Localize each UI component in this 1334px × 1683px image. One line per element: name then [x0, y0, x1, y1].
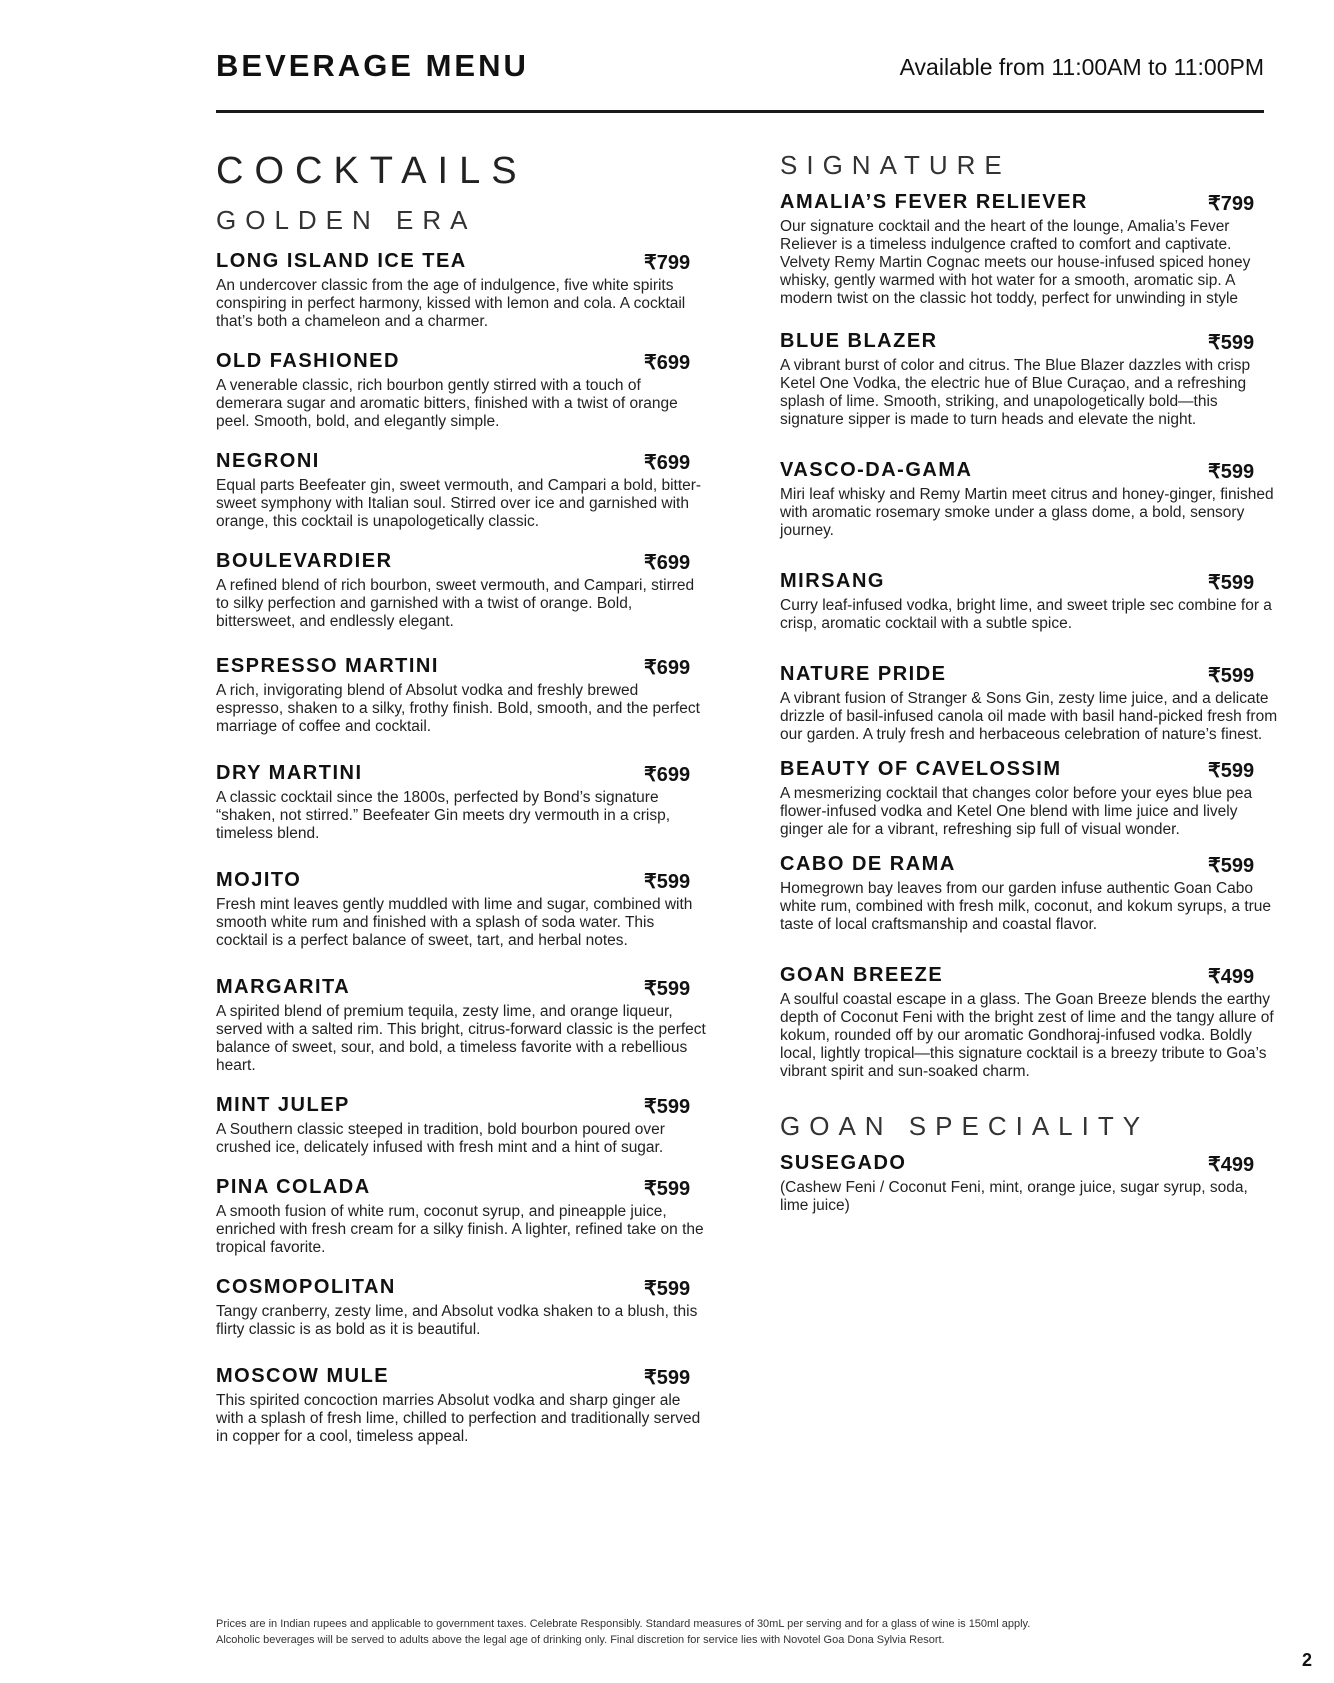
menu-item [216, 1365, 706, 1446]
menu-item-price: ₹599 [1208, 855, 1255, 877]
menu-item [216, 250, 706, 331]
menu-item [216, 450, 706, 531]
menu-item-name: BEAUTY OF CAVELOSSIM [780, 758, 1062, 780]
menu-item-header [216, 250, 706, 274]
menu-item-header [216, 1094, 706, 1118]
menu-item-description: A classic cocktail since the 1800s, perfected by Bond’s signature “shaken, not stirred.” Beefeater Gin meets dry vermouth in a crisp, timeless blend. [216, 789, 670, 842]
menu-item-price: ₹599 [644, 1096, 691, 1118]
menu-item-header [216, 655, 706, 679]
menu-item-price: ₹599 [1208, 760, 1255, 782]
menu-item-header [216, 1365, 706, 1389]
menu-item-price: ₹499 [1208, 1154, 1255, 1176]
menu-item-name: MIRSANG [780, 570, 885, 592]
menu-item-description: (Cashew Feni / Coconut Feni, mint, orange juice, sugar syrup, soda, lime juice) [780, 1179, 1248, 1214]
right-column [780, 150, 1280, 1215]
menu-item [216, 976, 706, 1075]
menu-item-description: A Southern classic steeped in tradition, bold bourbon poured over crushed ice, delicately infused with fresh mint and a hint of sugar. [216, 1121, 665, 1156]
menu-item-name: MOJITO [216, 869, 302, 891]
menu-item-header [780, 330, 1280, 354]
menu-item-price: ₹699 [644, 352, 691, 374]
menu-item [780, 330, 1280, 429]
header-rule [216, 110, 1264, 113]
menu-item-name: BLUE BLAZER [780, 330, 938, 352]
menu-item-price: ₹599 [644, 871, 691, 893]
menu-item-name: AMALIA’S FEVER RELIEVER [780, 191, 1088, 213]
menu-item-description: A venerable classic, rich bourbon gently stirred with a touch of demerara sugar and aromatic bitters, finished with a twist of orange peel. Smooth, bold, and elegantly simple. [216, 377, 678, 430]
menu-item-header [216, 762, 706, 786]
menu-item-header [780, 964, 1280, 988]
page-title: BEVERAGE MENU [216, 48, 529, 83]
page-number: 2 [1302, 1650, 1313, 1670]
menu-item-name: LONG ISLAND ICE TEA [216, 250, 467, 272]
menu-item-header [216, 350, 706, 374]
menu-item-description: Our signature cocktail and the heart of the lounge, Amalia’s Fever Reliever is a timeless indulgence crafted to comfort and captivate. Velvety Remy Martin Cognac meets our house-infused spiced honey whisky, gently warmed with hot water for a smooth, aromatic sip. A modern twist on the classic hot toddy, perfect for unwinding in style [780, 218, 1251, 307]
section-title-goan-speciality: GOAN SPECIALITY [780, 1111, 1150, 1141]
menu-item-price: ₹499 [1208, 966, 1255, 988]
menu-item [780, 570, 1280, 633]
menu-item-header [780, 758, 1280, 782]
menu-item-header [780, 570, 1280, 594]
menu-item-header [780, 191, 1280, 215]
service-hours: Available from 11:00AM to 11:00PM [899, 54, 1264, 80]
menu-item [216, 550, 706, 631]
menu-item-description: A soulful coastal escape in a glass. The Goan Breeze blends the earthy depth of Coconut Feni with the bright zest of lime and the tangy allure of kokum, rounded off by our aromatic Gondhoraj-infused vodka. Boldly local, lightly tropical—this signature cocktail is a breezy tribute to Goa’s vibrant spirit and sun-soaked charm. [780, 991, 1274, 1080]
menu-item [780, 1152, 1280, 1215]
menu-item-header [780, 1152, 1280, 1176]
menu-item-header [780, 663, 1280, 687]
menu-item-price: ₹699 [644, 452, 691, 474]
menu-item-name: MINT JULEP [216, 1094, 350, 1116]
menu-item-header [780, 459, 1280, 483]
menu-item [780, 459, 1280, 540]
goan-speciality-list [780, 1152, 1280, 1215]
menu-item [780, 758, 1280, 839]
footnote-line-2: Alcoholic beverages will be served to adults above the legal age of drinking only. Final discretion for service lies with Novotel Goa Dona Sylvia Resort. [216, 1634, 945, 1646]
menu-item-description: This spirited concoction marries Absolut vodka and sharp ginger ale with a splash of fresh lime, chilled to perfection and traditionally served in copper for a cool, timeless appeal. [216, 1392, 701, 1445]
menu-item-price: ₹599 [1208, 332, 1255, 354]
menu-item-name: VASCO-DA-GAMA [780, 459, 973, 481]
menu-item [216, 1276, 706, 1339]
menu-item [216, 350, 706, 431]
menu-item [780, 853, 1280, 934]
menu-item [216, 655, 706, 736]
menu-item-price: ₹699 [644, 764, 691, 786]
menu-item [216, 869, 706, 950]
menu-item [216, 762, 706, 843]
menu-item-name: COSMOPOLITAN [216, 1276, 396, 1298]
menu-item-name: OLD FASHIONED [216, 350, 400, 372]
menu-item-name: PINA COLADA [216, 1176, 371, 1198]
menu-item-description: A mesmerizing cocktail that changes color before your eyes blue pea flower-infused vodka and Ketel One blend with lime juice and lively ginger ale for a vibrant, refreshing sip full of visual wonder. [780, 785, 1253, 838]
menu-item-description: Fresh mint leaves gently muddled with lime and sugar, combined with smooth white rum and finished with a splash of soda water. This cocktail is a perfect balance of sweet, tart, and herbal notes. [216, 896, 693, 949]
menu-item-price: ₹799 [644, 252, 691, 274]
menu-item-price: ₹599 [1208, 572, 1255, 594]
menu-item-header [216, 869, 706, 893]
section-title-signature: SIGNATURE [780, 150, 1011, 180]
menu-item-price: ₹599 [644, 1178, 691, 1200]
menu-item-price: ₹799 [1208, 193, 1255, 215]
menu-item-name: SUSEGADO [780, 1152, 907, 1174]
menu-item-price: ₹699 [644, 657, 691, 679]
menu-item-description: Curry leaf-infused vodka, bright lime, and sweet triple sec combine for a crisp, aromatic cocktail with a subtle spice. [780, 597, 1272, 632]
menu-item-price: ₹599 [1208, 461, 1255, 483]
menu-item [780, 191, 1280, 308]
menu-item-header [216, 1276, 706, 1300]
signature-list [780, 191, 1280, 1081]
menu-item-header [780, 853, 1280, 877]
menu-item-name: BOULEVARDIER [216, 550, 393, 572]
menu-item-name: MOSCOW MULE [216, 1365, 390, 1387]
menu-item-price: ₹599 [644, 1278, 691, 1300]
menu-item-name: CABO DE RAMA [780, 853, 956, 875]
menu-item-description: A refined blend of rich bourbon, sweet vermouth, and Campari, stirred to silky perfection and garnished with a twist of orange. Bold, bittersweet, and endlessly elegant. [216, 577, 695, 630]
menu-item-name: NATURE PRIDE [780, 663, 947, 685]
menu-item-header [216, 450, 706, 474]
menu-item-header [216, 976, 706, 1000]
menu-item-description: A rich, invigorating blend of Absolut vodka and freshly brewed espresso, shaken to a silky, frothy finish. Bold, smooth, and the perfect marriage of coffee and cocktail. [216, 682, 700, 735]
menu-item-price: ₹699 [644, 552, 691, 574]
golden-era-list [216, 250, 706, 1446]
footnote-line-1: Prices are in Indian rupees and applicable to government taxes. Celebrate Responsibly. Standard measures of 30mL per serving and for a glass of wine is 150ml apply. [216, 1618, 1031, 1630]
menu-item-description: An undercover classic from the age of indulgence, five white spirits conspiring in perfect harmony, kissed with lemon and cola. A cocktail that’s both a chameleon and a charmer. [216, 277, 686, 330]
left-column [216, 150, 706, 1446]
menu-item-name: GOAN BREEZE [780, 964, 944, 986]
footnote [216, 1616, 1216, 1648]
menu-item [216, 1176, 706, 1257]
menu-item-price: ₹599 [1208, 665, 1255, 687]
menu-item [216, 1094, 706, 1157]
menu-item-name: ESPRESSO MARTINI [216, 655, 439, 677]
menu-item-description: A smooth fusion of white rum, coconut syrup, and pineapple juice, enriched with fresh cream for a silky finish. A lighter, refined take on the tropical favorite. [216, 1203, 704, 1256]
menu-item-description: Miri leaf whisky and Remy Martin meet citrus and honey-ginger, finished with aromatic rosemary smoke under a glass dome, a bold, sensory journey. [780, 486, 1274, 539]
menu-item [780, 964, 1280, 1081]
menu-item-description: Tangy cranberry, zesty lime, and Absolut vodka shaken to a blush, this flirty classic is as bold as it is beautiful. [216, 1303, 698, 1338]
subsection-title-golden-era: GOLDEN ERA [216, 205, 477, 235]
menu-item-header [216, 1176, 706, 1200]
menu-item-description: A vibrant burst of color and citrus. The Blue Blazer dazzles with crisp Ketel One Vodka, the electric hue of Blue Curaçao, and a refreshing splash of lime. Smooth, striking, and unapologetically bold—this signature sipper is made to turn heads and elevate the night. [780, 357, 1251, 428]
menu-item-price: ₹599 [644, 1367, 691, 1389]
menu-item-description: A vibrant fusion of Stranger & Sons Gin, zesty lime juice, and a delicate drizzle of basil-infused canola oil made with basil hand-picked fresh from our garden. A truly fresh and herbaceous celebration of nature’s finest. [780, 690, 1278, 743]
menu-item-description: Homegrown bay leaves from our garden infuse authentic Goan Cabo white rum, combined with fresh milk, coconut, and kokum syrups, a true taste of local craftsmanship and coastal flavor. [780, 880, 1272, 933]
menu-item [780, 663, 1280, 744]
section-title-cocktails: COCKTAILS [216, 150, 528, 192]
menu-item-price: ₹599 [644, 978, 691, 1000]
menu-item-description: A spirited blend of premium tequila, zesty lime, and orange liqueur, served with a salted rim. This bright, citrus-forward classic is the perfect balance of sweet, sour, and bold, a timeless favorite with a rebellious heart. [216, 1003, 706, 1074]
menu-item-description: Equal parts Beefeater gin, sweet vermouth, and Campari a bold, bitter-sweet symphony with Italian soul. Stirred over ice and garnished with orange, this cocktail is unapologetically classic. [216, 477, 702, 530]
menu-item-name: MARGARITA [216, 976, 351, 998]
menu-item-header [216, 550, 706, 574]
menu-item-name: DRY MARTINI [216, 762, 363, 784]
menu-item-name: NEGRONI [216, 450, 320, 472]
